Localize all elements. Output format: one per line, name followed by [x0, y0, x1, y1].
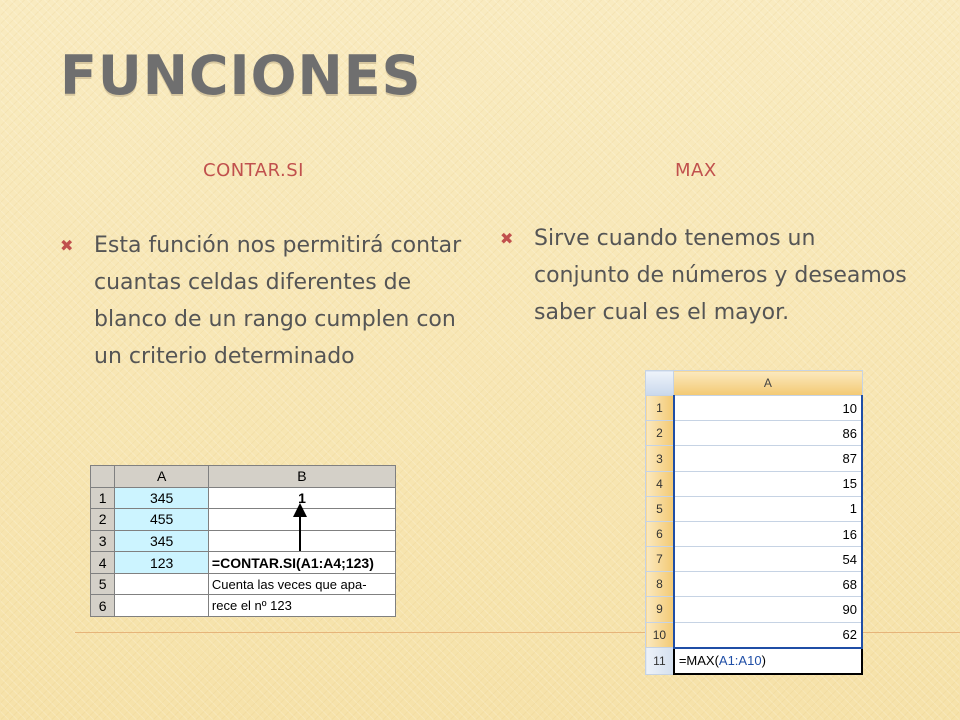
row-header: 6 [91, 595, 115, 617]
cell-a4: 123 [115, 552, 209, 574]
bullet-contar-si-text: Esta función nos permitirá contar cuantas celdas diferentes de blanco de un rango cumplen con un criterio determinado [94, 233, 462, 369]
cell-value: 87 [674, 446, 862, 471]
corner-cell [646, 371, 674, 396]
corner-cell [91, 466, 115, 488]
x-mark-icon: ✖ [60, 236, 74, 255]
row-header: 2 [646, 421, 674, 446]
cell-value: 86 [674, 421, 862, 446]
cell-a3: 345 [115, 530, 209, 552]
formula-suffix: ) [761, 653, 766, 669]
arrow-up-icon [293, 503, 307, 517]
row-header: 2 [91, 509, 115, 531]
bullet-contar-si [60, 227, 464, 375]
cell-a6 [115, 595, 209, 617]
cell-value: 68 [674, 572, 862, 597]
row-header: 1 [91, 487, 115, 509]
row-header: 5 [646, 496, 674, 521]
formula-cell [674, 648, 862, 674]
cell-value: 16 [674, 521, 862, 546]
formula-range: A1:A10 [718, 653, 762, 669]
row-header: 7 [646, 547, 674, 572]
row-header: 4 [646, 471, 674, 496]
row-header: 3 [91, 530, 115, 552]
cell-b6-note: rece el nº 123 [208, 595, 395, 617]
row-header: 6 [646, 521, 674, 546]
row-header: 4 [91, 552, 115, 574]
cell-a1: 345 [115, 487, 209, 509]
spreadsheet-contar-si [90, 465, 396, 617]
cell-b1-result: 1 [208, 487, 395, 509]
cell-a5 [115, 573, 209, 595]
column-header: A [115, 466, 209, 488]
x-mark-icon: ✖ [500, 229, 514, 248]
row-header: 1 [646, 396, 674, 421]
cell-b3 [208, 530, 395, 552]
row-header: 3 [646, 446, 674, 471]
cell-value: 90 [674, 597, 862, 622]
cell-a2: 455 [115, 509, 209, 531]
row-header: 10 [646, 622, 674, 648]
row-header: 11 [646, 648, 674, 674]
spreadsheet-max [645, 370, 863, 675]
bullet-max-text: Sirve cuando tenemos un conjunto de números y deseamos saber cual es el mayor. [534, 226, 907, 325]
cell-value: 1 [674, 496, 862, 521]
cell-value: 62 [674, 622, 862, 648]
cell-value: 15 [674, 471, 862, 496]
cell-b5-note: Cuenta las veces que apa- [208, 573, 395, 595]
column-heading-max: MAX [675, 160, 717, 181]
cell-value: 54 [674, 547, 862, 572]
cell-b4-formula: =CONTAR.SI(A1:A4;123) [208, 552, 395, 574]
column-heading-contar-si: CONTAR.SI [203, 160, 304, 181]
bullet-max [500, 220, 914, 331]
row-header: 9 [646, 597, 674, 622]
row-header: 5 [91, 573, 115, 595]
formula-prefix: =MAX( [678, 653, 719, 669]
row-header: 8 [646, 572, 674, 597]
cell-value: 10 [674, 396, 862, 421]
column-header: A [674, 371, 862, 396]
column-header: B [208, 466, 395, 488]
slide-title: FUNCIONES [60, 44, 422, 107]
